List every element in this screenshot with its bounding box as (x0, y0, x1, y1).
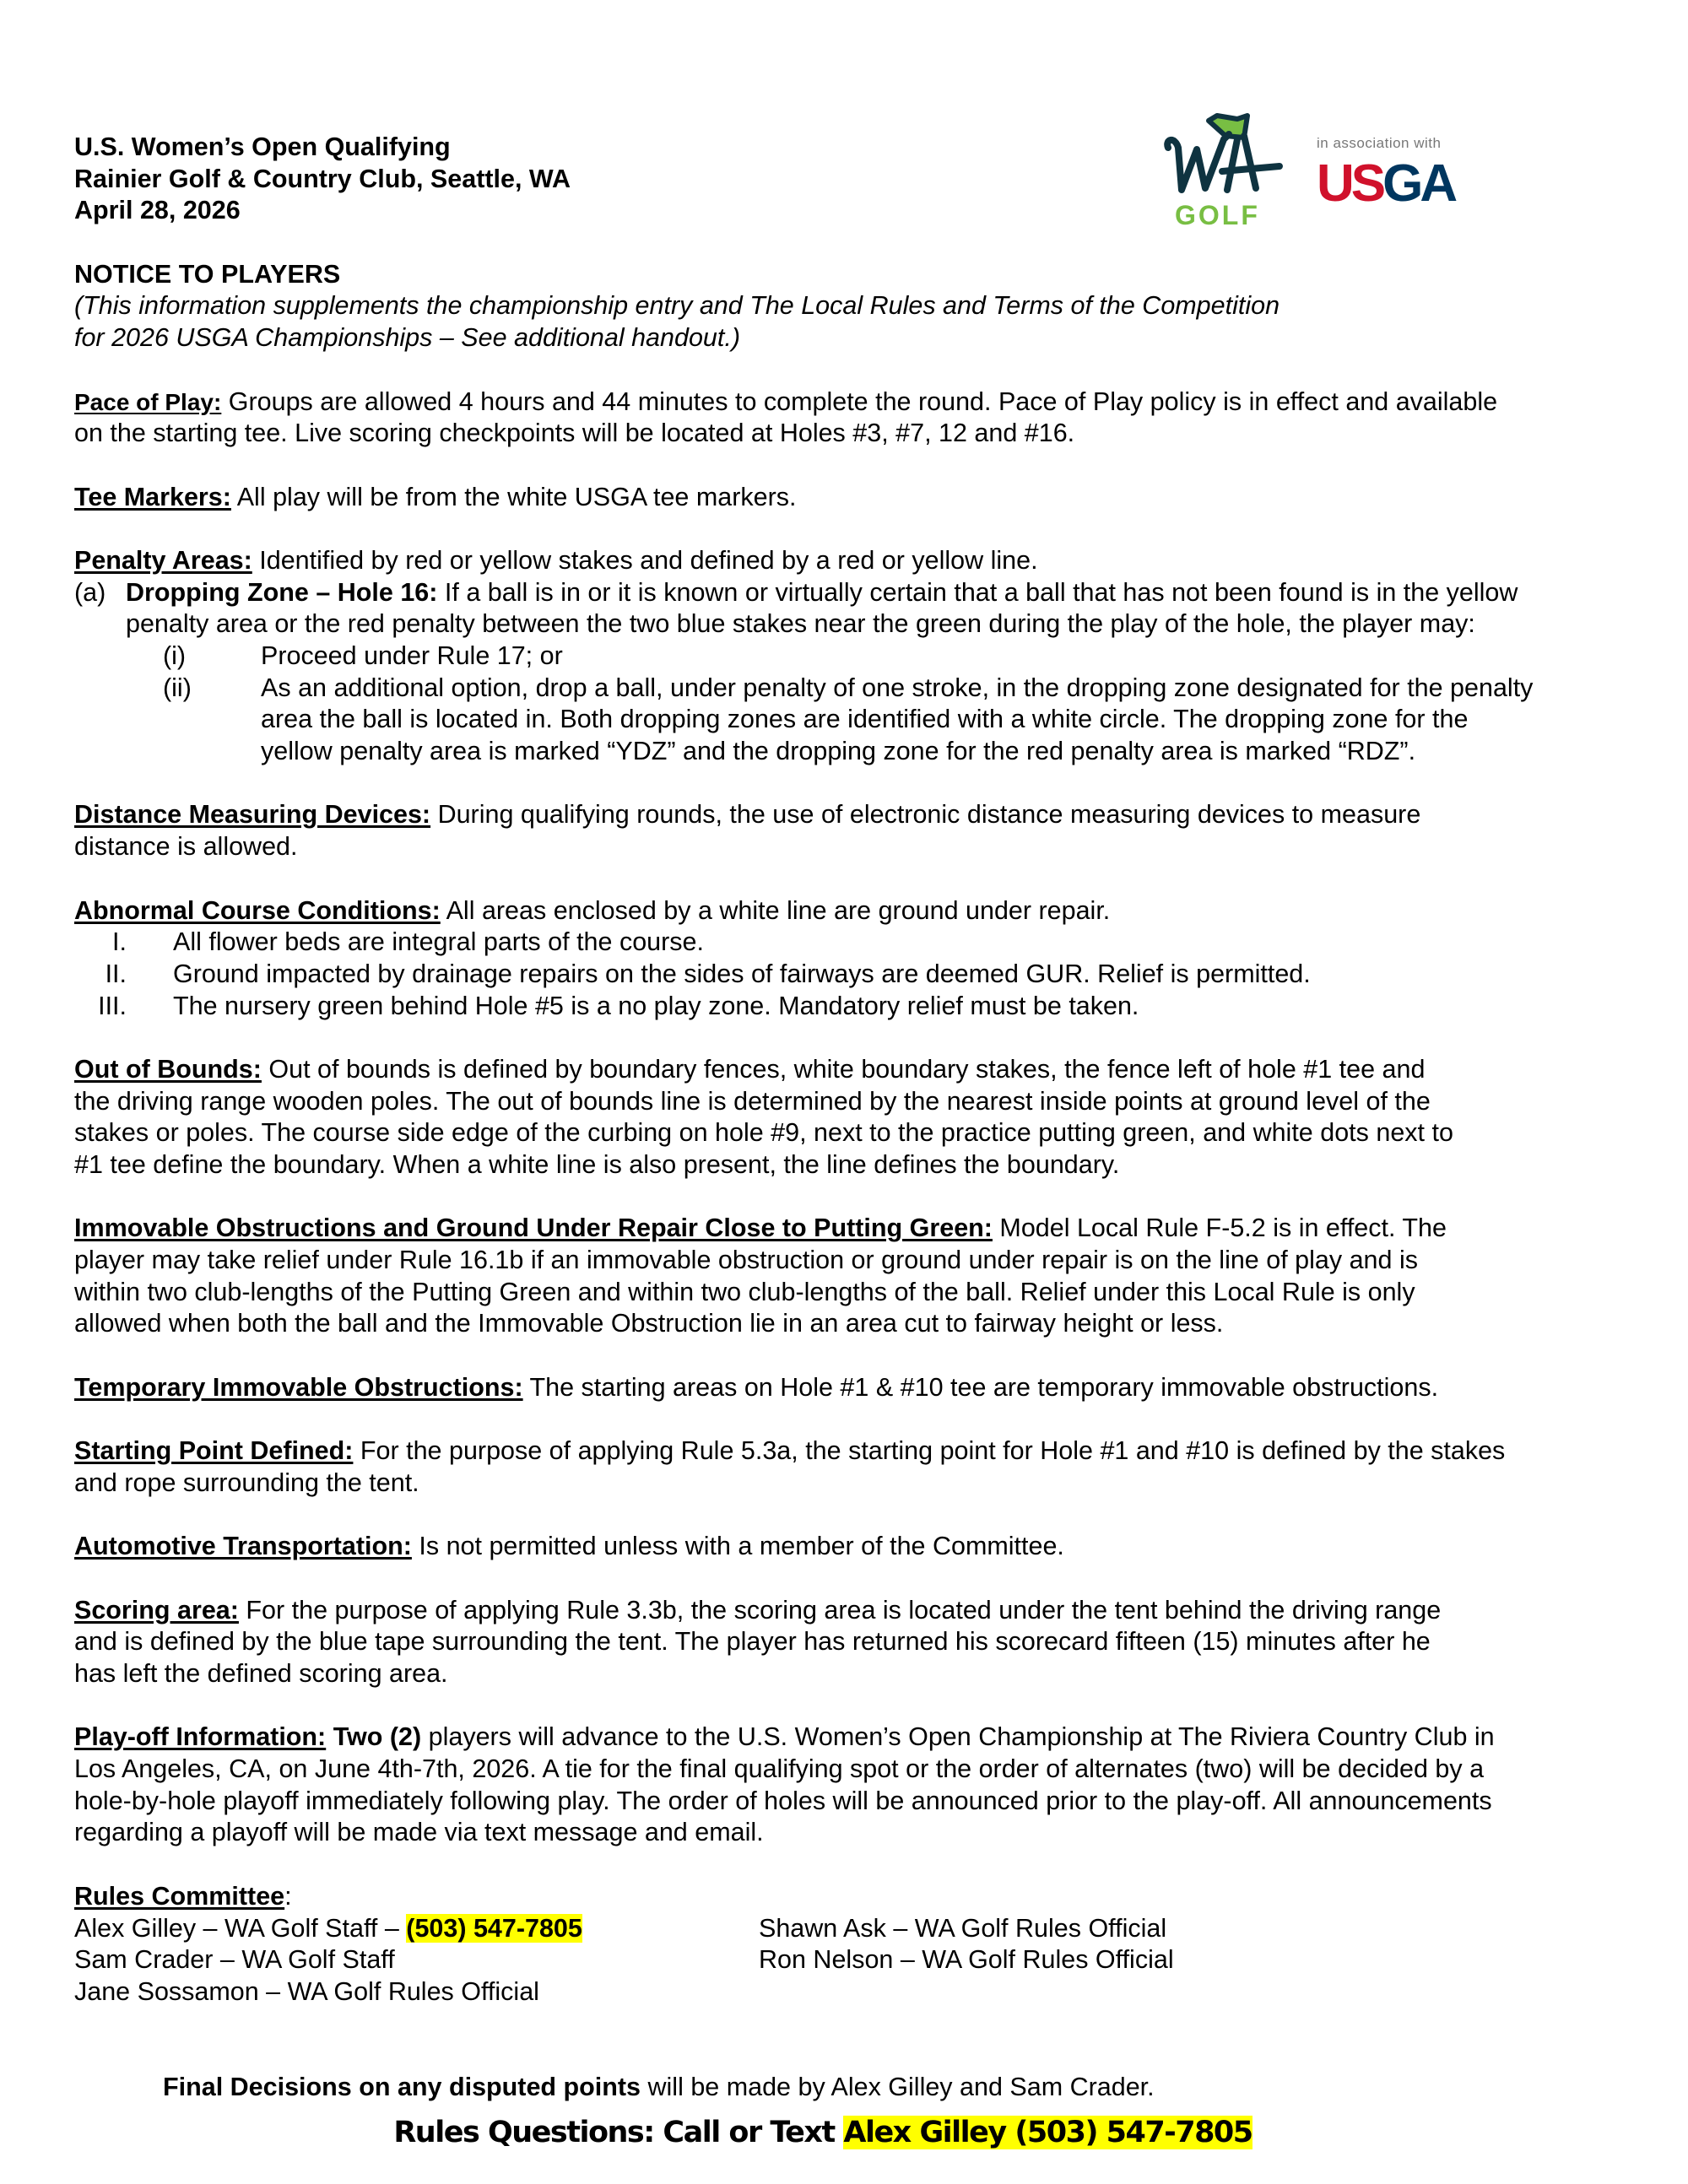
event-date: April 28, 2026 (74, 196, 241, 225)
section-label: Distance Measuring Devices: (74, 800, 431, 830)
section-starting-point: Starting Point Defined: For the purpose of applying Rule 5.3a, the starting point for Hole #1 and #10 is defined by the stakes and rope surrounding the tent. (74, 1436, 1506, 1497)
section-label: Scoring area: (74, 1595, 239, 1624)
committee-member: Sam Crader – WA Golf Staff (74, 1945, 395, 1975)
contact-highlight: Alex Gilley (503) 547-7805 (843, 2116, 1252, 2149)
section-label: Play-off Information: (74, 1722, 327, 1752)
list-item: I. All flower beds are integral parts of the course. (112, 927, 704, 957)
section-tee-markers: Tee Markers: All play will be from the white USGA tee markers. (74, 482, 797, 511)
notice-subtitle: for 2026 USGA Championships – See additional handout.) (74, 323, 740, 353)
section-label: Tee Markers: (74, 482, 231, 511)
section-label: Automotive Transportation: (74, 1532, 412, 1561)
section-abnormal-conditions: Abnormal Course Conditions: All areas enclosed by a white line are ground under repair. I. All flower beds are integral parts of the course. II. Ground impacted by drainage repairs on the sides of fairways are deemed GUR. Relief is permitted. III. The nursery green behind Hole #5 is a no play zone. Mandatory relief must be taken. (74, 895, 1644, 1023)
rules-questions: Rules Questions: Call or Text Alex Gilley (503) 547-7805 (393, 2116, 1252, 2149)
section-penalty-areas: Penalty Areas: Identified by red or yellow stakes and defined by a red or yellow line. (a) Dropping Zone – Hole 16: If a ball is in or it is known or virtually certain that a ball that has not been found is in the yellow penalty area or the red penalty between the two blue stakes near the green during the play of the hole, the player may: (i) Proceed under Rule 17; or (ii) As an additional option, drop a ball, under penalty of one stroke, in the dropping zone designated for the penalty area the ball is located in. Both dropping zones are identified with a white circle. The dropping zone for the yellow penalty area is marked “YDZ” and the dropping zone for the red penalty area is marked “RDZ”. (74, 545, 1534, 766)
section-label: Pace of Play: (74, 388, 222, 415)
section-pace-of-play: Pace of Play: Groups are allowed 4 hours and 44 minutes to complete the round. Pace of Play policy is in effect and available on the starting tee. Live scoring checkpoints will be located at Holes #3, #7, 12 and #16. (74, 387, 1498, 448)
list-item: III. The nursery green behind Hole #5 is a no play zone. Mandatory relief must be taken. (98, 991, 1139, 1020)
committee-member: Shawn Ask – WA Golf Rules Official (759, 1913, 1167, 1943)
usga-logo: USGA (1317, 154, 1455, 213)
event-venue: Rainier Golf & Country Club, Seattle, WA (74, 164, 571, 193)
list-item: II. Ground impacted by drainage repairs on the sides of fairways are deemed GUR. Relief is permitted. (105, 959, 1311, 988)
section-out-of-bounds: Out of Bounds: Out of bounds is defined by boundary fences, white boundary stakes, the fence left of hole #1 tee and the driving range wooden poles. The out of bounds line is determined by the nearest inside points at ground level of the stakes or poles. The course side edge of the curbing on hole #9, next to the practice putting green, and white dots next to #1 tee define the boundary. When a white line is also present, the line defines the boundary. (74, 1054, 1453, 1179)
notice-subtitle: (This information supplements the championship entry and The Local Rules and Terms of the Competition (74, 291, 1280, 321)
section-scoring-area: Scoring area: For the purpose of applying Rule 3.3b, the scoring area is located under the tent behind the driving range and is defined by the blue tape surrounding the tent. The player has returned his scorecard fifteen (15) minutes after he has left the defined scoring area. (74, 1595, 1442, 1688)
section-label: Out of Bounds: (74, 1054, 262, 1084)
section-label: Abnormal Course Conditions: (74, 895, 441, 925)
event-title: U.S. Women’s Open Qualifying (74, 132, 451, 161)
committee-member: Jane Sossamon – WA Golf Rules Official (74, 1976, 539, 2006)
section-label: Rules Committee (74, 1881, 285, 1911)
wa-golf-logo: GOLF (1156, 105, 1291, 232)
event-header (74, 132, 1644, 227)
section-distance-devices: Distance Measuring Devices: During qualifying rounds, the use of electronic distance measuring devices to measure distance is allowed. (74, 800, 1421, 862)
section-label: Starting Point Defined: (74, 1436, 354, 1466)
section-immovable-obstructions: Immovable Obstructions and Ground Under Repair Close to Putting Green: Model Local Rule F-5.2 is in effect. The player may take relief under Rule 16.1b if an immovable obstruction or ground under repair is on the line of play and is within two club-lengths of the Putting Green and within two club-lengths of the ball. Relief under this Local Rule is only allowed when both the ball and the Immovable Obstruction lie in an area cut to fairway height or less. (74, 1214, 1447, 1338)
section-label: Penalty Areas: (74, 545, 252, 575)
section-label: Immovable Obstructions and Ground Under Repair Close to Putting Green: (74, 1214, 993, 1243)
association-text: in association with (1317, 135, 1442, 151)
section-automotive: Automotive Transportation: Is not permitted unless with a member of the Committee. (74, 1532, 1064, 1561)
section-playoff: Play-off Information: Two (2) players will advance to the U.S. Women’s Open Championship at The Riviera Country Club in Los Angeles, CA, on June 4th-7th, 2026. A tie for the final qualifying spot or the order of alternates (two) will be decided by a hole-by-hole playoff immediately following play. The order of holes will be announced prior to the play-off. All announcements regarding a playoff will be made via text message and email. (74, 1722, 1495, 1847)
section-temporary-obstructions: Temporary Immovable Obstructions: The starting areas on Hole #1 & #10 tee are temporary immovable obstructions. (74, 1372, 1439, 1402)
section-rules-committee: Rules Committee: Alex Gilley – WA Golf Staff – (503) 547-7805 Sam Crader – WA Golf Staff Jane Sossamon – WA Golf Rules Official Shawn Ask – WA Golf Rules Official Ron Nelson – WA Golf Rules Official (74, 1881, 1644, 2008)
committee-member: Ron Nelson – WA Golf Rules Official (759, 1945, 1174, 1975)
committee-member: Alex Gilley – WA Golf Staff – (503) 547-7805 (74, 1913, 582, 1943)
final-decisions: Final Decisions on any disputed points will be made by Alex Gilley and Sam Crader. (163, 2072, 1155, 2101)
phone-number: (503) 547-7805 (406, 1913, 582, 1943)
notice-title: NOTICE TO PLAYERS (74, 259, 341, 289)
section-label: Temporary Immovable Obstructions: (74, 1372, 523, 1402)
notice-document (74, 132, 1644, 2104)
